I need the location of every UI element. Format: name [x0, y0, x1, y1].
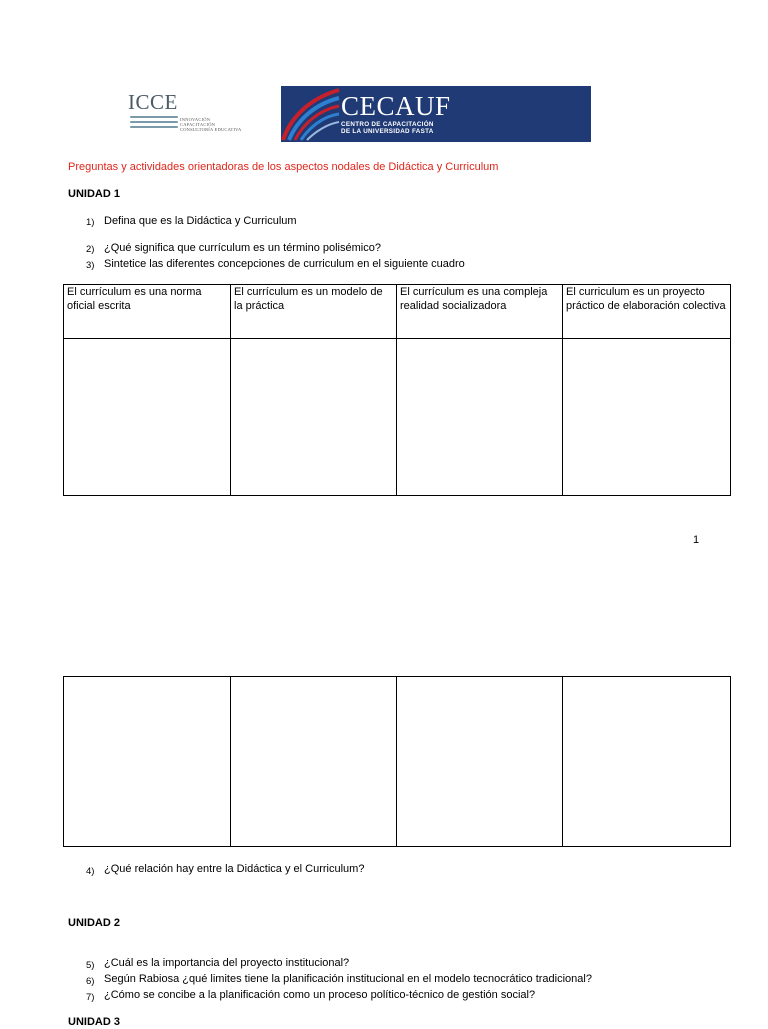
icce-logo	[128, 90, 253, 134]
table-header-row	[64, 285, 731, 339]
question-number: 1)	[86, 217, 95, 228]
unidad-3-heading: UNIDAD 3	[68, 1016, 120, 1028]
icce-logo-stripe	[130, 126, 178, 128]
table-header-cell: El currículum es una compleja realidad socializadora	[397, 285, 563, 339]
icce-logo-wordmark: ICCE	[128, 90, 178, 114]
question-text: Según Rabiosa ¿qué limites tiene la planificación institucional en el modelo tecnocrático tradicional?	[104, 973, 592, 985]
table-cell	[397, 677, 563, 847]
table-cell	[64, 339, 231, 496]
cecauf-wordmark: CECAUF	[341, 91, 451, 121]
unidad-2-heading: UNIDAD 2	[68, 917, 120, 929]
table-row	[64, 339, 731, 496]
table-header-cell: El currículum es un modelo de la práctica	[231, 285, 397, 339]
table-header-cell: El curriculum es un proyecto práctico de elaboración colectiva	[563, 285, 731, 339]
question-text: ¿Qué relación hay entre la Didáctica y el Curriculum?	[104, 863, 365, 875]
document-title: Preguntas y actividades orientadoras de los aspectos nodales de Didáctica y Curriculum	[68, 161, 499, 173]
table-cell	[64, 677, 231, 847]
question-number: 7)	[86, 992, 95, 1003]
cecauf-subtitle	[341, 121, 434, 135]
question-text: ¿Cuál es la importancia del proyecto institucional?	[104, 957, 350, 969]
table-cell	[563, 339, 731, 496]
table-cell	[397, 339, 563, 496]
cecauf-swoosh-icon	[281, 86, 341, 142]
icce-logo-stripe	[130, 116, 178, 118]
question-number: 2)	[86, 244, 95, 255]
question-number: 5)	[86, 960, 95, 971]
icce-subtitle-line: INNOVACIÓN	[180, 117, 211, 122]
question-text: ¿Cómo se concibe a la planificación como un proceso político-técnico de gestión social?	[104, 989, 536, 1001]
question-number: 3)	[86, 260, 95, 271]
curriculum-concepts-table	[63, 284, 731, 496]
question-number: 4)	[86, 866, 95, 877]
table-cell	[231, 677, 397, 847]
page-number: 1	[693, 534, 700, 546]
question-text: Sintetice las diferentes concepciones de curriculum en el siguiente cuadro	[104, 258, 465, 270]
table-cell	[231, 339, 397, 496]
curriculum-concepts-table-continued	[63, 676, 731, 847]
cecauf-subtitle-line: CENTRO DE CAPACITACIÓN	[341, 121, 434, 128]
icce-logo-stripe	[130, 121, 178, 123]
table-row	[64, 677, 731, 847]
table-header-cell: El currículum es una norma oficial escrita	[64, 285, 231, 339]
cecauf-fasta-banner	[281, 86, 591, 142]
question-text: Defina que es la Didáctica y Curriculum	[104, 215, 297, 227]
cecauf-subtitle-line: DE LA UNIVERSIDAD FASTA	[341, 128, 434, 135]
icce-subtitle-line: CONSULTORÍA EDUCATIVA	[180, 127, 242, 132]
question-text: ¿Qué significa que currículum es un término polisémico?	[104, 242, 381, 254]
question-number: 6)	[86, 976, 95, 987]
unidad-1-heading: UNIDAD 1	[68, 188, 120, 200]
icce-subtitle-line: CAPACITACIÓN	[180, 122, 216, 127]
icce-logo-subtitle	[180, 117, 242, 132]
table-cell	[563, 677, 731, 847]
